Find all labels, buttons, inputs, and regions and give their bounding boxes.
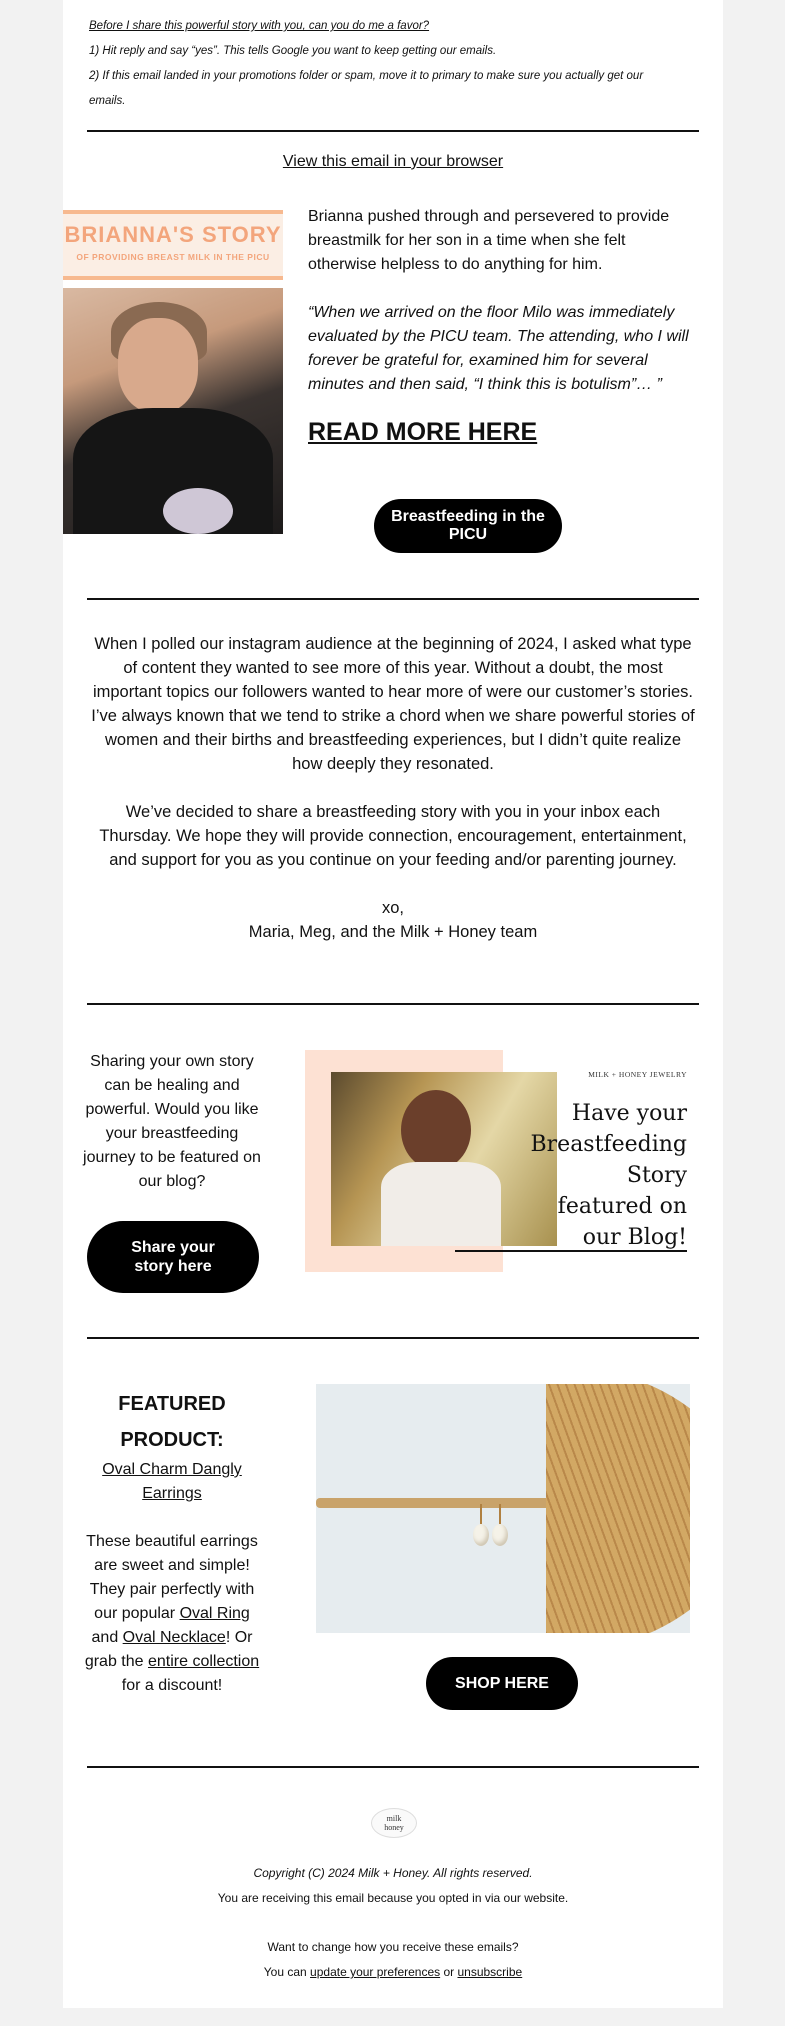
divider (87, 1766, 699, 1768)
milk-honey-logo[interactable]: milk honey (371, 1808, 417, 1838)
preferences-line: You can update your preferences or unsubscribe (263, 1965, 523, 1979)
divider (87, 598, 699, 600)
favor-step-1: 1) Hit reply and say “yes”. This tells Google you want to keep getting our emails. (89, 45, 497, 57)
breastfeeding-picu-button[interactable]: Breastfeeding in the PICU (374, 499, 562, 553)
image-brand-text: MILK + HONEY JEWELRY (588, 1070, 687, 1079)
shop-here-button[interactable]: SHOP HERE (426, 1657, 578, 1710)
view-in-browser-link[interactable]: View this email in your browser (282, 153, 504, 170)
pearl-earring (473, 1524, 489, 1546)
message-paragraph-1: When I polled our instagram audience at the beginning of 2024, I asked what type of content they wanted to see more of this year. Without a doubt, the most important topics our followers wanted to hear more of were our customer’s stories. I’ve always known that we tend to strike a chord when we share powerful stories of women and their births and breastfeeding experiences, but I didn’t quite realize how deeply they resonated. (91, 635, 695, 773)
opt-in-reason: You are receiving this email because you opted in via our website. (217, 1891, 569, 1905)
image-underline (455, 1250, 687, 1252)
read-more-link[interactable]: READ MORE HERE (308, 418, 538, 446)
team-signature: Maria, Meg, and the Milk + Honey team (248, 923, 538, 941)
signoff: xo, (381, 899, 404, 917)
mother-baby-photo (63, 288, 283, 534)
intro-message (89, 632, 697, 944)
favor-step-2-cont: emails. (89, 95, 126, 107)
favor-intro (89, 14, 697, 114)
story-summary: Brianna pushed through and persevered to provide breastmilk for her son in a time when she felt otherwise helpless to do anything for him. (308, 208, 670, 273)
message-paragraph-2: We’ve decided to share a breastfeeding story with you in your inbox each Thursday. We hope they will provide connection, encouragement, entertainment, and support for you as you continue on your feeding and/or parenting journey. (99, 803, 687, 869)
share-story-button[interactable]: Share your story here (87, 1221, 259, 1293)
copyright-text: Copyright (C) 2024 Milk + Honey. All rights reserved. (253, 1866, 533, 1880)
oval-ring-link[interactable]: Oval Ring (179, 1605, 250, 1622)
divider (87, 1337, 699, 1339)
update-preferences-link[interactable]: update your preferences (310, 1965, 441, 1979)
share-story-text: Sharing your own story can be healing and powerful. Would you like your breastfeeding journey to be featured on our blog? (83, 1053, 261, 1190)
story-quote: “When we arrived on the floor Milo was immediately evaluated by the PICU team. The attending, who I will forever be grateful for, examined him for several minutes and then said, “I think this is botulism”… ” (308, 304, 689, 393)
share-story-image[interactable] (305, 1050, 697, 1272)
story-banner-subtitle: OF PROVIDING BREAST MILK IN THE PICU (76, 252, 270, 262)
story-banner (63, 210, 283, 280)
earrings-product-image[interactable] (316, 1384, 690, 1633)
featured-product-link[interactable]: Oval Charm Dangly Earrings (102, 1461, 242, 1502)
pearl-earring (492, 1524, 508, 1546)
oval-necklace-link[interactable]: Oval Necklace (122, 1629, 226, 1646)
story-image[interactable] (63, 210, 283, 534)
email-body (63, 0, 723, 2008)
unsubscribe-link[interactable]: unsubscribe (457, 1965, 523, 1979)
image-headline: Have your Breastfeeding Story featured on our Blog! (530, 1101, 687, 1250)
entire-collection-link[interactable]: entire collection (147, 1653, 260, 1670)
story-banner-title: BRIANNA'S STORY (64, 222, 282, 247)
featured-heading: FEATURED PRODUCT: (118, 1393, 226, 1451)
story-text (308, 205, 693, 421)
favor-heading: Before I share this powerful story with you, can you do me a favor? (89, 20, 430, 32)
divider (87, 1003, 699, 1005)
featured-product-text (83, 1386, 261, 1698)
change-preferences-text: Want to change how you receive these emails? (267, 1940, 519, 1954)
favor-step-2: 2) If this email landed in your promotions folder or spam, move it to primary to make sure you actually get our (89, 70, 644, 82)
breastfeeding-field-photo (331, 1072, 557, 1246)
featured-description: These beautiful earrings are sweet and simple! They pair perfectly with our popular Oval Ring and Oval Necklace! Or grab the entire collection for a discount! (84, 1533, 260, 1694)
divider (87, 130, 699, 132)
